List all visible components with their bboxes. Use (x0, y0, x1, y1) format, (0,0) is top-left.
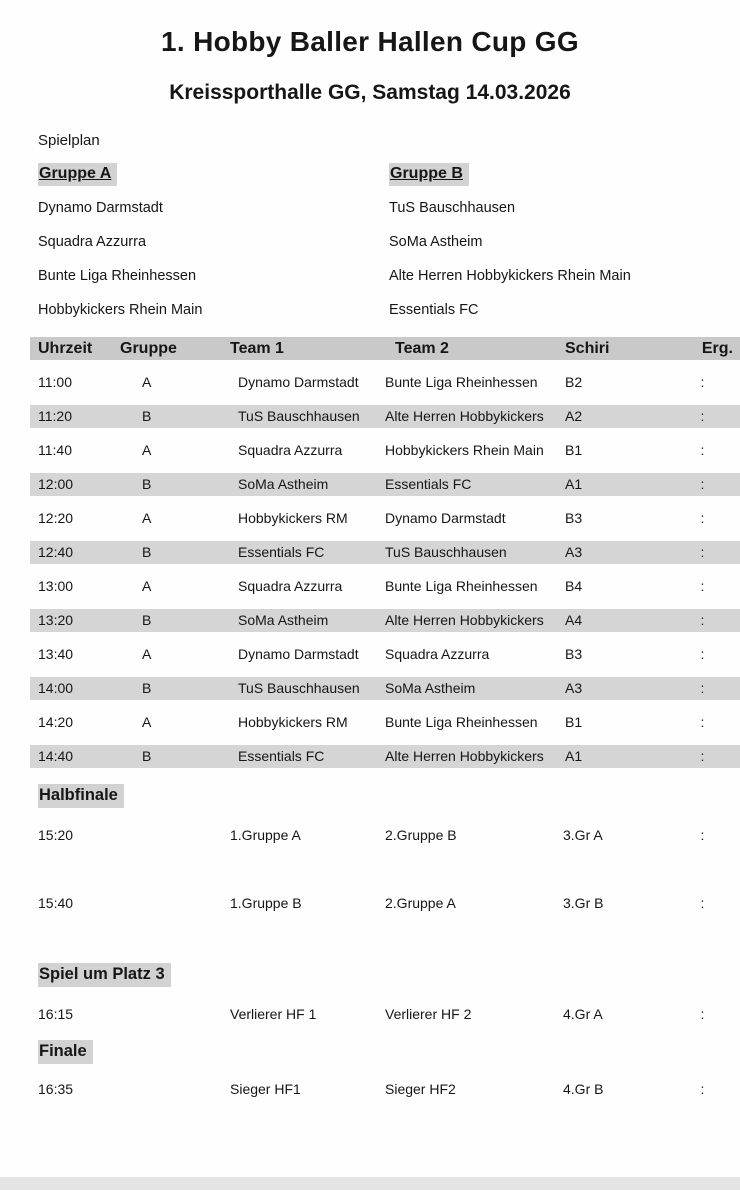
group-heading: Gruppe B (389, 163, 469, 186)
referee-cell: A1 (565, 748, 583, 764)
result-cell: : (700, 476, 705, 492)
group-cell: A (142, 374, 152, 390)
time-cell: 11:40 (38, 442, 72, 458)
team2-cell: Squadra Azzurra (385, 646, 490, 662)
team2-cell: TuS Bauschhausen (385, 544, 507, 560)
group-team-list (38, 191, 389, 327)
team2-cell: Bunte Liga Rheinhessen (385, 714, 538, 730)
team1-cell: Sieger HF1 (230, 1081, 301, 1097)
schedule-table (30, 337, 740, 768)
schedule-header-cell: Team 2 (395, 340, 449, 357)
time-cell: 15:20 (38, 827, 74, 843)
schedule-header-cell: Gruppe (120, 340, 177, 357)
group-cell: A (142, 578, 152, 594)
time-cell: 13:40 (38, 646, 74, 662)
schedule-row (30, 711, 740, 734)
section-heading: Halbfinale (38, 784, 124, 808)
team1-cell: Verlierer HF 1 (230, 1006, 317, 1022)
referee-cell: B1 (565, 714, 583, 730)
group-cell: A (142, 442, 152, 458)
time-cell: 12:40 (38, 544, 74, 560)
schedule-row (30, 609, 740, 632)
referee-cell: B3 (565, 646, 583, 662)
section-heading: Finale (38, 1040, 93, 1064)
group-team: Hobbykickers Rhein Main (38, 302, 203, 318)
schedule-header-cell: Team 1 (230, 340, 284, 357)
team2-cell: Alte Herren Hobbykickers (385, 748, 544, 764)
page-subtitle: Kreissporthalle GG, Samstag 14.03.2026 (169, 81, 571, 104)
team1-cell: 1.Gruppe B (230, 895, 302, 911)
result-cell: : (700, 714, 705, 730)
group-cell: B (142, 748, 152, 764)
schedule-row (30, 439, 740, 462)
finals-row (30, 1003, 740, 1026)
referee-cell: B3 (565, 510, 583, 526)
result-cell: : (700, 646, 705, 662)
team1-cell: Hobbykickers RM (238, 714, 348, 730)
schedule-row (30, 371, 740, 394)
result-cell: : (700, 748, 705, 764)
referee-cell: A1 (565, 476, 583, 492)
result-cell: : (700, 442, 705, 458)
team1-cell: TuS Bauschhausen (238, 408, 360, 424)
schedule-row (30, 677, 740, 700)
group-cell: B (142, 544, 152, 560)
group-card (389, 163, 740, 327)
schedule-body (30, 371, 740, 768)
team2-cell: Alte Herren Hobbykickers (385, 408, 544, 424)
time-cell: 14:40 (38, 748, 74, 764)
finals-section (0, 784, 740, 915)
time-cell: 13:20 (38, 612, 74, 628)
section-rows (0, 824, 740, 915)
schedule-row (30, 541, 740, 564)
schedule-header-cell: Schiri (565, 340, 610, 357)
section-heading: Spiel um Platz 3 (38, 963, 171, 987)
page-title: 1. Hobby Baller Hallen Cup GG (161, 26, 579, 57)
time-cell: 14:20 (38, 714, 74, 730)
group-team: Essentials FC (389, 302, 479, 318)
referee-cell: 3.Gr B (563, 895, 604, 911)
result-cell: : (700, 374, 705, 390)
finals-row (30, 1078, 740, 1101)
group-team: Dynamo Darmstadt (38, 200, 163, 216)
section-rows (0, 1078, 740, 1101)
team2-cell: SoMa Astheim (385, 680, 476, 696)
referee-cell: A2 (565, 408, 583, 424)
schedule-header-row (30, 337, 740, 360)
time-cell: 16:15 (38, 1006, 74, 1022)
referee-cell: A3 (565, 680, 583, 696)
referee-cell: A4 (565, 612, 583, 628)
finals-row (30, 892, 740, 915)
group-heading: Gruppe A (38, 163, 117, 186)
referee-cell: B4 (565, 578, 583, 594)
team1-cell: Squadra Azzurra (238, 578, 343, 594)
group-cell: A (142, 714, 152, 730)
finals-row (30, 824, 740, 847)
result-cell: : (700, 895, 705, 911)
group-cell: B (142, 476, 152, 492)
team1-cell: Dynamo Darmstadt (238, 646, 359, 662)
result-cell: : (700, 1081, 705, 1097)
team1-cell: Squadra Azzurra (238, 442, 343, 458)
team1-cell: Essentials FC (238, 748, 325, 764)
schedule-row (30, 745, 740, 768)
team2-cell: Sieger HF2 (385, 1081, 456, 1097)
time-cell: 15:40 (38, 895, 74, 911)
team1-cell: Hobbykickers RM (238, 510, 348, 526)
group-team: SoMa Astheim (389, 234, 483, 250)
team2-cell: Alte Herren Hobbykickers (385, 612, 544, 628)
group-team: Alte Herren Hobbykickers Rhein Main (389, 268, 631, 284)
schedule-row (30, 643, 740, 666)
team1-cell: SoMa Astheim (238, 476, 329, 492)
schedule-header-cell: Erg. (701, 340, 733, 357)
result-cell: : (700, 680, 705, 696)
finals-section (0, 963, 740, 1026)
groups-section (0, 163, 740, 327)
team2-cell: 2.Gruppe B (385, 827, 457, 843)
group-cell: A (142, 646, 152, 662)
time-cell: 11:00 (38, 374, 72, 390)
team1-cell: Essentials FC (238, 544, 325, 560)
team2-cell: Dynamo Darmstadt (385, 510, 506, 526)
result-cell: : (700, 510, 705, 526)
team1-cell: TuS Bauschhausen (238, 680, 360, 696)
referee-cell: A3 (565, 544, 583, 560)
group-team: Bunte Liga Rheinhessen (38, 268, 197, 284)
footer-scan-bar (0, 1177, 740, 1190)
team2-cell: Bunte Liga Rheinhessen (385, 578, 538, 594)
schedule-row (30, 507, 740, 530)
time-cell: 12:20 (38, 510, 74, 526)
time-cell: 16:35 (38, 1081, 74, 1097)
result-cell: : (700, 544, 705, 560)
result-cell: : (700, 408, 705, 424)
time-cell: 13:00 (38, 578, 74, 594)
group-card (38, 163, 389, 327)
referee-cell: 4.Gr A (563, 1006, 603, 1022)
group-cell: B (142, 680, 152, 696)
schedule-header-cell: Uhrzeit (38, 340, 93, 357)
time-cell: 12:00 (38, 476, 74, 492)
schedule-row (30, 473, 740, 496)
group-team-list (389, 191, 740, 327)
result-cell: : (700, 612, 705, 628)
team2-cell: Bunte Liga Rheinhessen (385, 374, 538, 390)
group-team: TuS Bauschhausen (389, 200, 516, 216)
team2-cell: Hobbykickers Rhein Main (385, 442, 544, 458)
schedule-row (30, 575, 740, 598)
team1-cell: 1.Gruppe A (230, 827, 301, 843)
time-cell: 14:00 (38, 680, 74, 696)
referee-cell: 3.Gr A (563, 827, 603, 843)
referee-cell: B2 (565, 374, 583, 390)
referee-cell: 4.Gr B (563, 1081, 604, 1097)
result-cell: : (700, 827, 705, 843)
finals-sections (0, 784, 740, 1101)
group-cell: A (142, 510, 152, 526)
finals-section (0, 1040, 740, 1101)
result-cell: : (700, 1006, 705, 1022)
time-cell: 11:20 (38, 408, 72, 424)
plan-label: Spielplan (38, 132, 100, 149)
result-cell: : (700, 578, 705, 594)
referee-cell: B1 (565, 442, 583, 458)
team2-cell: Essentials FC (385, 476, 472, 492)
schedule-row (30, 405, 740, 428)
group-team: Squadra Azzurra (38, 234, 147, 250)
group-cell: B (142, 612, 152, 628)
team1-cell: Dynamo Darmstadt (238, 374, 359, 390)
team1-cell: SoMa Astheim (238, 612, 329, 628)
page (0, 26, 740, 1101)
section-rows (0, 1003, 740, 1026)
group-cell: B (142, 408, 152, 424)
team2-cell: 2.Gruppe A (385, 895, 456, 911)
team2-cell: Verlierer HF 2 (385, 1006, 472, 1022)
